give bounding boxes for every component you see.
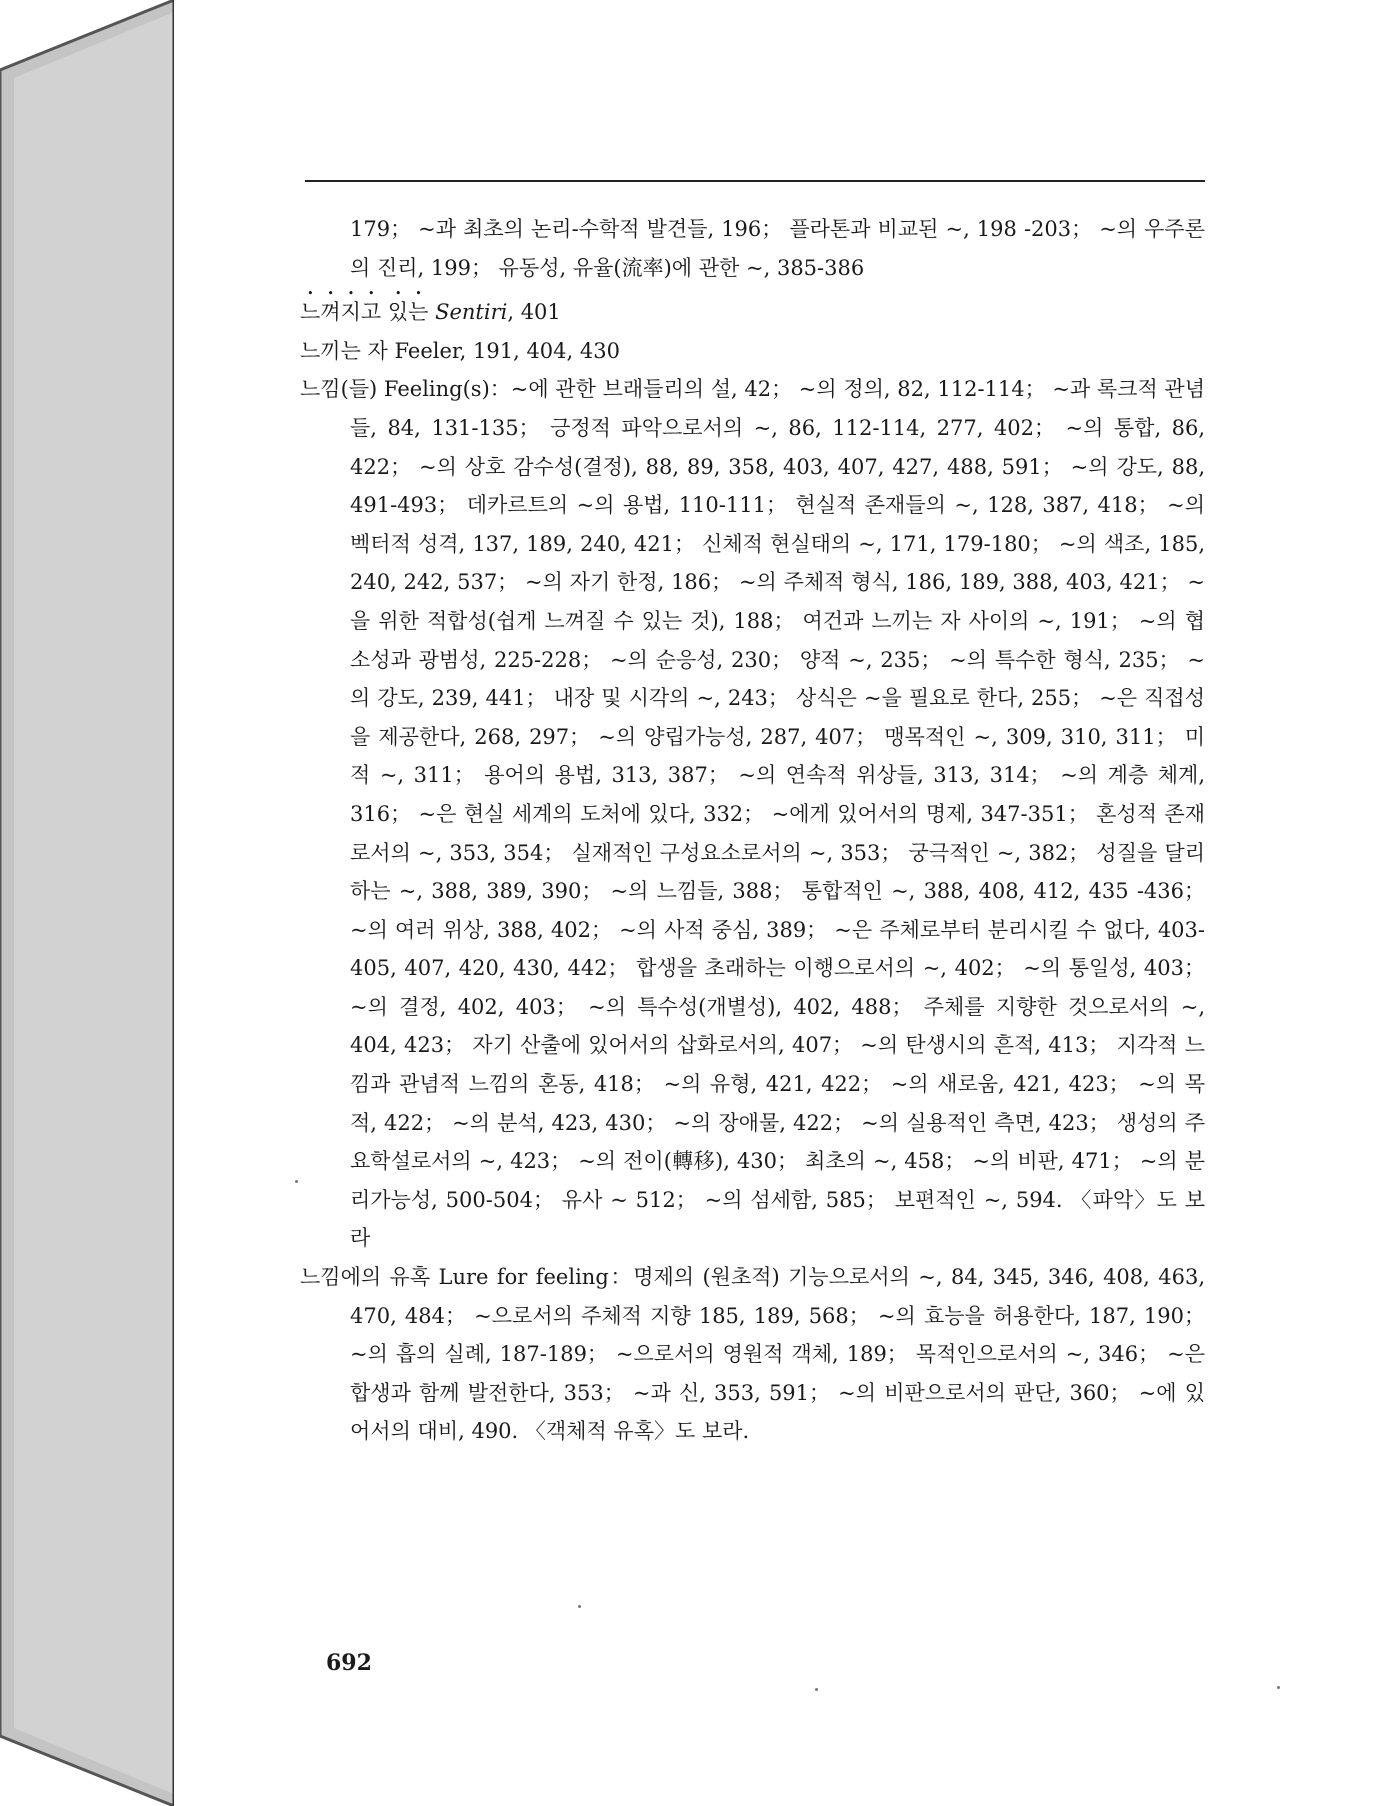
header-rule	[305, 180, 1205, 182]
entry-term: 느끼는 자 Feeler	[300, 338, 460, 363]
index-entries	[300, 210, 1205, 1451]
entry-body: ：~에 관한 브래들리의 설, 42； ~의 정의, 82, 112-114； ~과 록크적 관념들, 84, 131-135； 긍정적 파악으로서의 ~, 86, 112-114, 277, 402； ~의 통합, 86, 422； ~의 상호 감수성(결정), 88, 89, 358, 403, 407, 427, 488, 591； ~의 강도, 88, 491-493； 데카르트의 ~의 용법, 110-111； 현실적 존재들의 ~, 128, 387, 418； ~의 벡터적 성격, 137, 189, 240, 421； 신체적 현실태의 ~, 171, 179-180； ~의 색조, 185, 240, 242, 537； ~의 자기 한정, 186； ~의 주체적 형식, 186, 189, 388, 403, 421； ~을 위한 적합성(쉽게 느껴질 수 있는 것), 188； 여건과 느끼는 자 사이의 ~, 191； ~의 협소성과 광범성, 225-228； ~의 순응성, 230； 양적 ~, 235； ~의 특수한 형식, 235； ~의 강도, 239, 441； 내장 및 시각의 ~, 243； 상식은 ~을 필요로 한다, 255； ~은 직접성을 제공한다, 268, 297； ~의 양립가능성, 287, 407； 맹목적인 ~, 309, 310, 311； 미적 ~, 311； 용어의 용법, 313, 387； ~의 연속적 위상들, 313, 314； ~의 계층 체계, 316； ~은 현실 세계의 도처에 있다, 332； ~에게 있어서의 명제, 347-351； 혼성적 존재로서의 ~, 353, 354； 실재적인 구성요소로서의 ~, 353； 궁극적인 ~, 382； 성질을 달리하는 ~, 388, 389, 390； ~의 느낌들, 388； 통합적인 ~, 388, 408, 412, 435 -436； ~의 여러 위상, 388, 402； ~의 사적 중심, 389； ~은 주체로부터 분리시킬 수 없다, 403-405, 407, 420, 430, 442； 합생을 초래하는 이행으로서의 ~, 402； ~의 통일성, 403； ~의 결정, 402, 403； ~의 특수성(개별성), 402, 488； 주체를 지향한 것으로서의 ~, 404, 423； 자기 산출에 있어서의 삽화로서의, 407； ~의 탄생시의 흔적, 413； 지각적 느낌과 관념적 느낌의 혼동, 418； ~의 유형, 421, 422； ~의 새로움, 421, 423； ~의 목적, 422； ~의 분석, 423, 430； ~의 장애물, 422； ~의 실용적인 측면, 423； 생성의 주요학설로서의 ~, 423； ~의 전이(轉移), 430； 최초의 ~, 458； ~의 비판, 471； ~의 분리가능성, 500-504； 유사 ~ 512； ~의 섬세함, 585； 보편적인 ~, 594. 〈파악〉도 보라	[350, 377, 1206, 1251]
entry-pages: , 191, 404, 430	[459, 338, 620, 363]
index-entry-lure-for-feeling	[300, 1258, 1205, 1451]
entry-body: ：명제의 (원초적) 기능으로서의 ~, 84, 345, 346, 408, 463, 470, 484； ~으로서의 주체적 지향 185, 189, 568； ~의 효능을 허용한다, 187, 190； ~의 흡의 실례, 187-189； ~으로서의 영원적 객체, 189； 목적인으로서의 ~, 346； ~은 합생과 함께 발전한다, 353； ~과 신, 353, 591； ~의 비판으로서의 판단, 360； ~에 있어서의 대비, 490. 〈객체적 유혹〉도 보라.	[350, 1265, 1205, 1444]
entry-pages: , 401	[507, 300, 561, 325]
index-entry-feelings	[300, 370, 1205, 1258]
index-entry-sentiri	[300, 287, 1205, 332]
entry-term: 느낌(들) Feeling(s)	[300, 377, 490, 402]
index-entry-feeler	[300, 332, 1205, 371]
entry-term: 느낌에의 유혹 Lure for feeling	[300, 1265, 609, 1290]
entry-latin-term: Sentiri	[435, 300, 508, 325]
entry-term: 느껴지고 있는	[300, 300, 429, 325]
scan-speck	[1277, 1686, 1280, 1689]
scan-speck	[815, 1688, 818, 1691]
scan-speck	[578, 1605, 581, 1608]
scan-speck	[295, 1180, 298, 1183]
page-number: 692	[326, 1650, 372, 1676]
index-entry-continuation: 179； ~과 최초의 논리-수학적 발견들, 196； 플라톤과 비교된 ~, 198 -203； ~의 우주론의 진리, 199； 유동성, 유율(流率)에 관한 ~, 385-386	[350, 217, 1205, 280]
